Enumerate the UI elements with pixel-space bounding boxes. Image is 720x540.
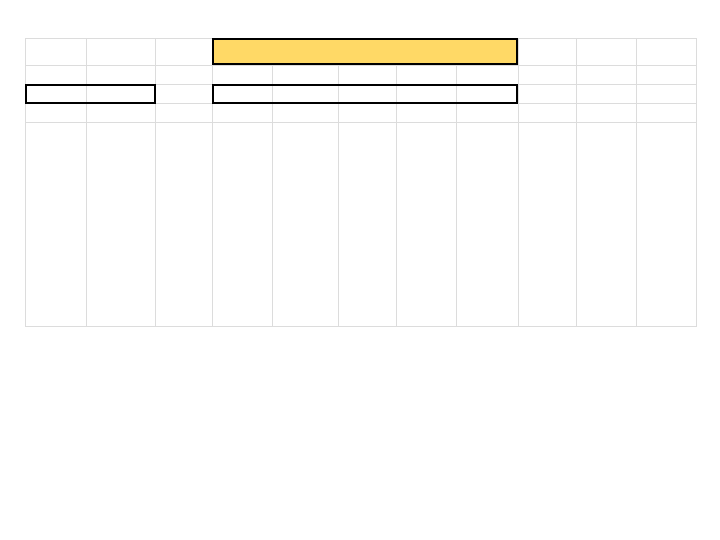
page-title — [212, 38, 518, 65]
hours-box — [212, 84, 518, 104]
location-box — [25, 84, 156, 104]
